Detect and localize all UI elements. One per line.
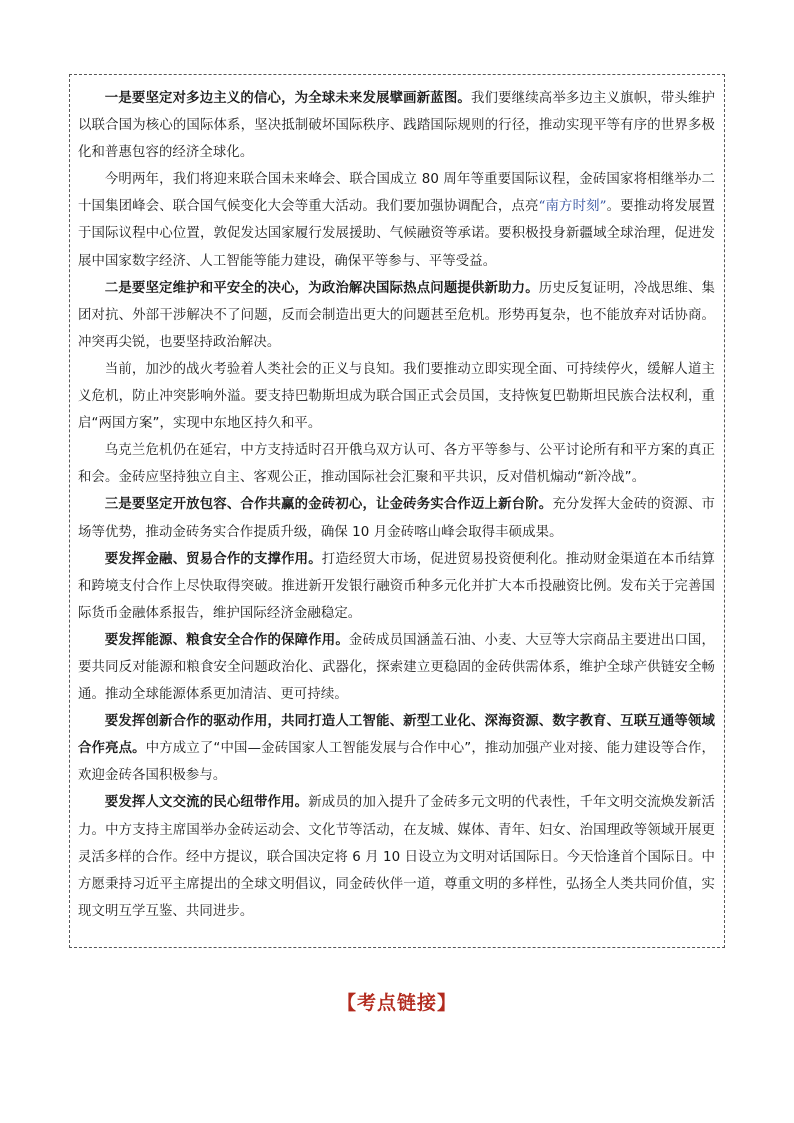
paragraph-lead: 要发挥能源、粮食安全合作的保障作用。 bbox=[104, 632, 349, 648]
paragraph-text-after: 。要推动将发展置于国际议程中心位置，敦促发达国家履行发展援助、气候融资等承诺。要积极投身新疆域全球治理，促进发展中国家数字经济、人工智能等能力建设，确保平等参与、平等受益。 bbox=[78, 199, 715, 269]
highlight-text: “南方时刻” bbox=[538, 199, 607, 215]
paragraph-lead: 要发挥创新合作的驱动作用，共同打造人工智能、新型工业化、深海资源、数字教育、互联互通等领域合作亮点。 bbox=[78, 714, 715, 757]
article-box bbox=[69, 74, 725, 948]
paragraph-6 bbox=[78, 491, 715, 545]
paragraph-5 bbox=[78, 437, 715, 491]
paragraph-text: 金砖成员国涵盖石油、小麦、大豆等大宗商品主要进出口国，要共同反对能源和粮食安全问题政治化、武器化，探索建立更稳固的金砖供需体系，维护全球产供链安全畅通。推动全球能源体系更加清洁、更可持续。 bbox=[78, 632, 715, 703]
paragraph-text: 我们要继续高举多边主义旗帜，带头维护以联合国为核心的国际体系，坚决抵制破坏国际秩序、践踏国际规则的行径，推动实现平等有序的世界多极化和普惠包容的经济全球化。 bbox=[78, 91, 715, 161]
paragraph-lead: 要发挥人文交流的民心纽带作用。 bbox=[104, 795, 309, 811]
paragraph-text: 今明两年，我们将迎来联合国未来峰会、联合国成立 80 周年等重要国际议程，金砖国家将相继举办二十国集团峰会、联合国气候变化大会等重大活动。我们要加强协调配合，点亮 bbox=[78, 172, 715, 215]
paragraph-lead: 二是要坚定维护和平安全的决心，为政治解决国际热点问题提供新助力。 bbox=[104, 280, 539, 296]
paragraph-2 bbox=[78, 166, 715, 274]
paragraph-text: 新成员的加入提升了金砖多元文明的代表性，千年文明交流焕发新活力。中方支持主席国举办金砖运动会、文化节等活动，在友城、媒体、青年、妇女、治国理政等领域开展更灵活多样的合作。经中方提议，联合国决定将 6 月 10 日设立为文明对话国际日。今天恰逢首个国际日。中方愿秉持习近平主席提出的全球文明倡议，同金砖伙伴一道，尊重文明的多样性，弘扬全人类共同价值，实现文明互学互鉴、共同进步。 bbox=[78, 795, 716, 919]
paragraph-10 bbox=[78, 789, 715, 924]
paragraph-text: 中方成立了“中国—金砖国家人工智能发展与合作中心”，推动加强产业对接、能力建设等合作，欢迎金砖各国积极参与。 bbox=[78, 741, 716, 784]
paragraph-7 bbox=[78, 546, 715, 627]
paragraph-1 bbox=[78, 85, 715, 166]
paragraph-text: 充分发挥大金砖的资源、市场等优势，推动金砖务实合作提质升级，确保 10 月金砖喀山峰会取得丰硕成果。 bbox=[78, 497, 715, 540]
paragraph-3 bbox=[78, 275, 715, 356]
paragraph-text: 乌克兰危机仍在延宕，中方支持适时召开俄乌双方认可、各方平等参与、公平讨论所有和平方案的真正和会。金砖应坚持独立自主、客观公正，推动国际社会汇聚和平共识，反对借机煽动“新冷战”。 bbox=[78, 443, 715, 486]
section-title: 【考点链接】 bbox=[336, 992, 457, 1014]
paragraph-text: 历史反复证明，冷战思维、集团对抗、外部干涉解决不了问题，反而会制造出更大的问题甚至危机。形势再复杂，也不能放弃对话协商。冲突再尖锐，也要坚持政治解决。 bbox=[78, 280, 715, 350]
paragraph-lead: 三是要坚定开放包容、合作共赢的金砖初心，让金砖务实合作迈上新台阶。 bbox=[104, 497, 553, 513]
paragraph-9 bbox=[78, 708, 715, 789]
paragraph-text: 打造经贸大市场，促进贸易投资便利化。推动财金渠道在本币结算和跨境支付合作上尽快取得突破。推进新开发银行融资币种多元化并扩大本币投融资比例。发布关于完善国际货币金融体系报告，维护国际经济金融稳定。 bbox=[78, 551, 715, 621]
paragraph-lead: 一是要坚定对多边主义的信心，为全球未来发展擘画新蓝图。 bbox=[104, 91, 471, 106]
paragraph-lead: 要发挥金融、贸易合作的支撑作用。 bbox=[104, 551, 322, 567]
paragraph-8 bbox=[78, 627, 715, 708]
paragraph-4 bbox=[78, 356, 715, 437]
paragraph-text: 当前，加沙的战火考验着人类社会的正义与良知。我们要推动立即实现全面、可持续停火，缓解人道主义危机，防止冲突影响外溢。要支持巴勒斯坦成为联合国正式会员国，支持恢复巴勒斯坦民族合法权利，重启“两国方案”，实现中东地区持久和平。 bbox=[78, 361, 715, 432]
